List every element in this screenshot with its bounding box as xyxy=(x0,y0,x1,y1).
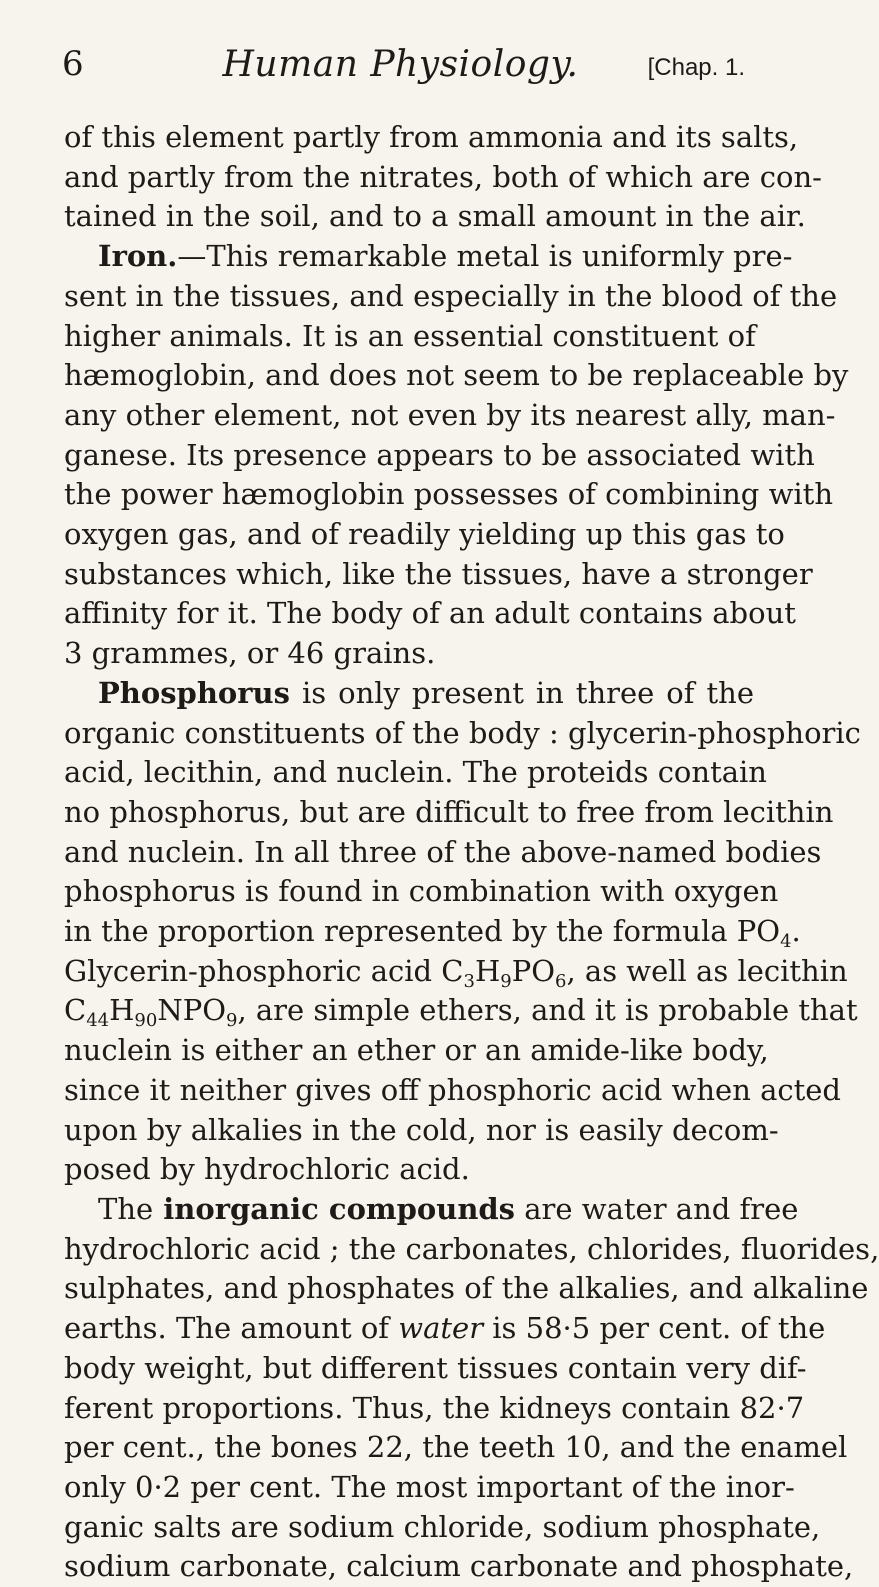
text-line: posed by hydrochloric acid. xyxy=(64,1152,470,1187)
subscript: 90 xyxy=(134,1010,158,1032)
subscript: 6 xyxy=(555,970,567,992)
subscript: 4 xyxy=(780,931,792,953)
text-line: upon by alkalies in the cold, nor is easily decom- xyxy=(64,1112,779,1147)
text-line: hydrochloric acid ; the carbonates, chlorides, fluorides, xyxy=(64,1231,879,1266)
text-line: per cent., the bones 22, the teeth 10, and the enamel xyxy=(64,1430,848,1465)
subscript: 3 xyxy=(463,970,475,992)
text-line: the power hæmoglobin possesses of combining with xyxy=(64,477,833,512)
text-line: ferent proportions. Thus, the kidneys contain 82·7 xyxy=(64,1390,805,1425)
section-head-phosphorus: Phosphorus xyxy=(98,675,290,710)
text-line xyxy=(64,912,801,953)
text-line: acid, lecithin, and nuclein. The proteids contain xyxy=(64,755,767,790)
text-run: —This remarkable metal is uniformly pre- xyxy=(177,239,793,274)
text-line: sodium carbonate, calcium carbonate and phosphate, xyxy=(64,1549,854,1584)
section-head-inorganic: inorganic compounds xyxy=(153,1191,516,1226)
running-title: Human Physiology. xyxy=(222,44,579,85)
text-line: only 0·2 per cent. The most important of the inor- xyxy=(64,1469,795,1504)
page-header xyxy=(56,44,745,92)
text-run: . xyxy=(791,914,801,949)
text-line: affinity for it. The body of an adult contains about xyxy=(64,596,796,631)
text-line: phosphorus is found in combination with oxygen xyxy=(64,874,779,909)
subscript: 9 xyxy=(225,1010,238,1032)
text-line xyxy=(64,1309,826,1349)
text-run: Glycerin-phosphoric acid xyxy=(64,953,433,988)
subscript: 44 xyxy=(86,1010,110,1032)
formula: C xyxy=(432,953,464,988)
body-text xyxy=(64,118,879,1587)
text-run: The xyxy=(98,1191,154,1226)
text-line: any other element, not even by its nearest ally, man- xyxy=(64,397,836,432)
page-number: 6 xyxy=(62,44,84,84)
text-line xyxy=(64,991,858,1032)
text-line: nuclein is either an ether or an amide-like body, xyxy=(64,1033,769,1068)
text-line xyxy=(64,952,848,992)
text-line: since it neither gives off phosphoric acid when acted xyxy=(64,1072,841,1107)
text-line: hæmoglobin, and does not seem to be replaceable by xyxy=(64,358,849,393)
text-line: and partly from the nitrates, both of which are con- xyxy=(64,159,822,194)
subscript: 9 xyxy=(500,970,512,992)
text-run: , are simple ethers, and it is probable that xyxy=(237,993,858,1028)
text-run: is 58·5 per cent. of the xyxy=(483,1311,826,1346)
formula: NPO xyxy=(157,993,226,1028)
text-line: ganic salts are sodium chloride, sodium phosphate, xyxy=(64,1509,821,1544)
text-line: no phosphorus, but are difficult to free from lecithin xyxy=(64,794,834,829)
emphasis-water: water xyxy=(389,1311,484,1346)
formula: PO xyxy=(511,953,556,988)
text-run: in the proportion represented by the formula xyxy=(64,914,728,949)
text-line: body weight, but different tissues contain very dif- xyxy=(64,1350,807,1385)
section-head-iron: Iron. xyxy=(98,239,178,274)
text-run: is only present in three of the xyxy=(289,675,754,710)
text-line: higher animals. It is an essential constituent of xyxy=(64,318,756,353)
formula: H xyxy=(474,953,501,988)
formula: PO xyxy=(727,914,781,949)
text-line: tained in the soil, and to a small amount in the air. xyxy=(64,199,806,234)
text-line xyxy=(64,674,754,714)
text-line xyxy=(64,237,793,277)
formula: C xyxy=(64,993,87,1028)
text-run: earths. The amount of xyxy=(64,1311,390,1346)
text-run: are water and free xyxy=(515,1191,799,1226)
text-line: and nuclein. In all three of the above-named bodies xyxy=(64,834,822,869)
text-line: sent in the tissues, and especially in the blood of the xyxy=(64,278,838,313)
text-line: organic constituents of the body : glycerin-phosphoric xyxy=(64,715,861,750)
text-line: of this element partly from ammonia and its salts, xyxy=(64,120,799,154)
formula: H xyxy=(109,993,135,1028)
text-line: ganese. Its presence appears to be associated with xyxy=(64,437,815,472)
chapter-label: [Chap. 1. xyxy=(647,54,745,81)
text-line xyxy=(64,1190,799,1230)
text-run: , as well as lecithin xyxy=(566,953,848,988)
text-line: 3 grammes, or 46 grains. xyxy=(64,636,436,671)
text-line: oxygen gas, and of readily yielding up this gas to xyxy=(64,517,785,552)
text-line: sulphates, and phosphates of the alkalies, and alkaline xyxy=(64,1271,869,1306)
text-line: substances which, like the tissues, have a stronger xyxy=(64,556,813,591)
